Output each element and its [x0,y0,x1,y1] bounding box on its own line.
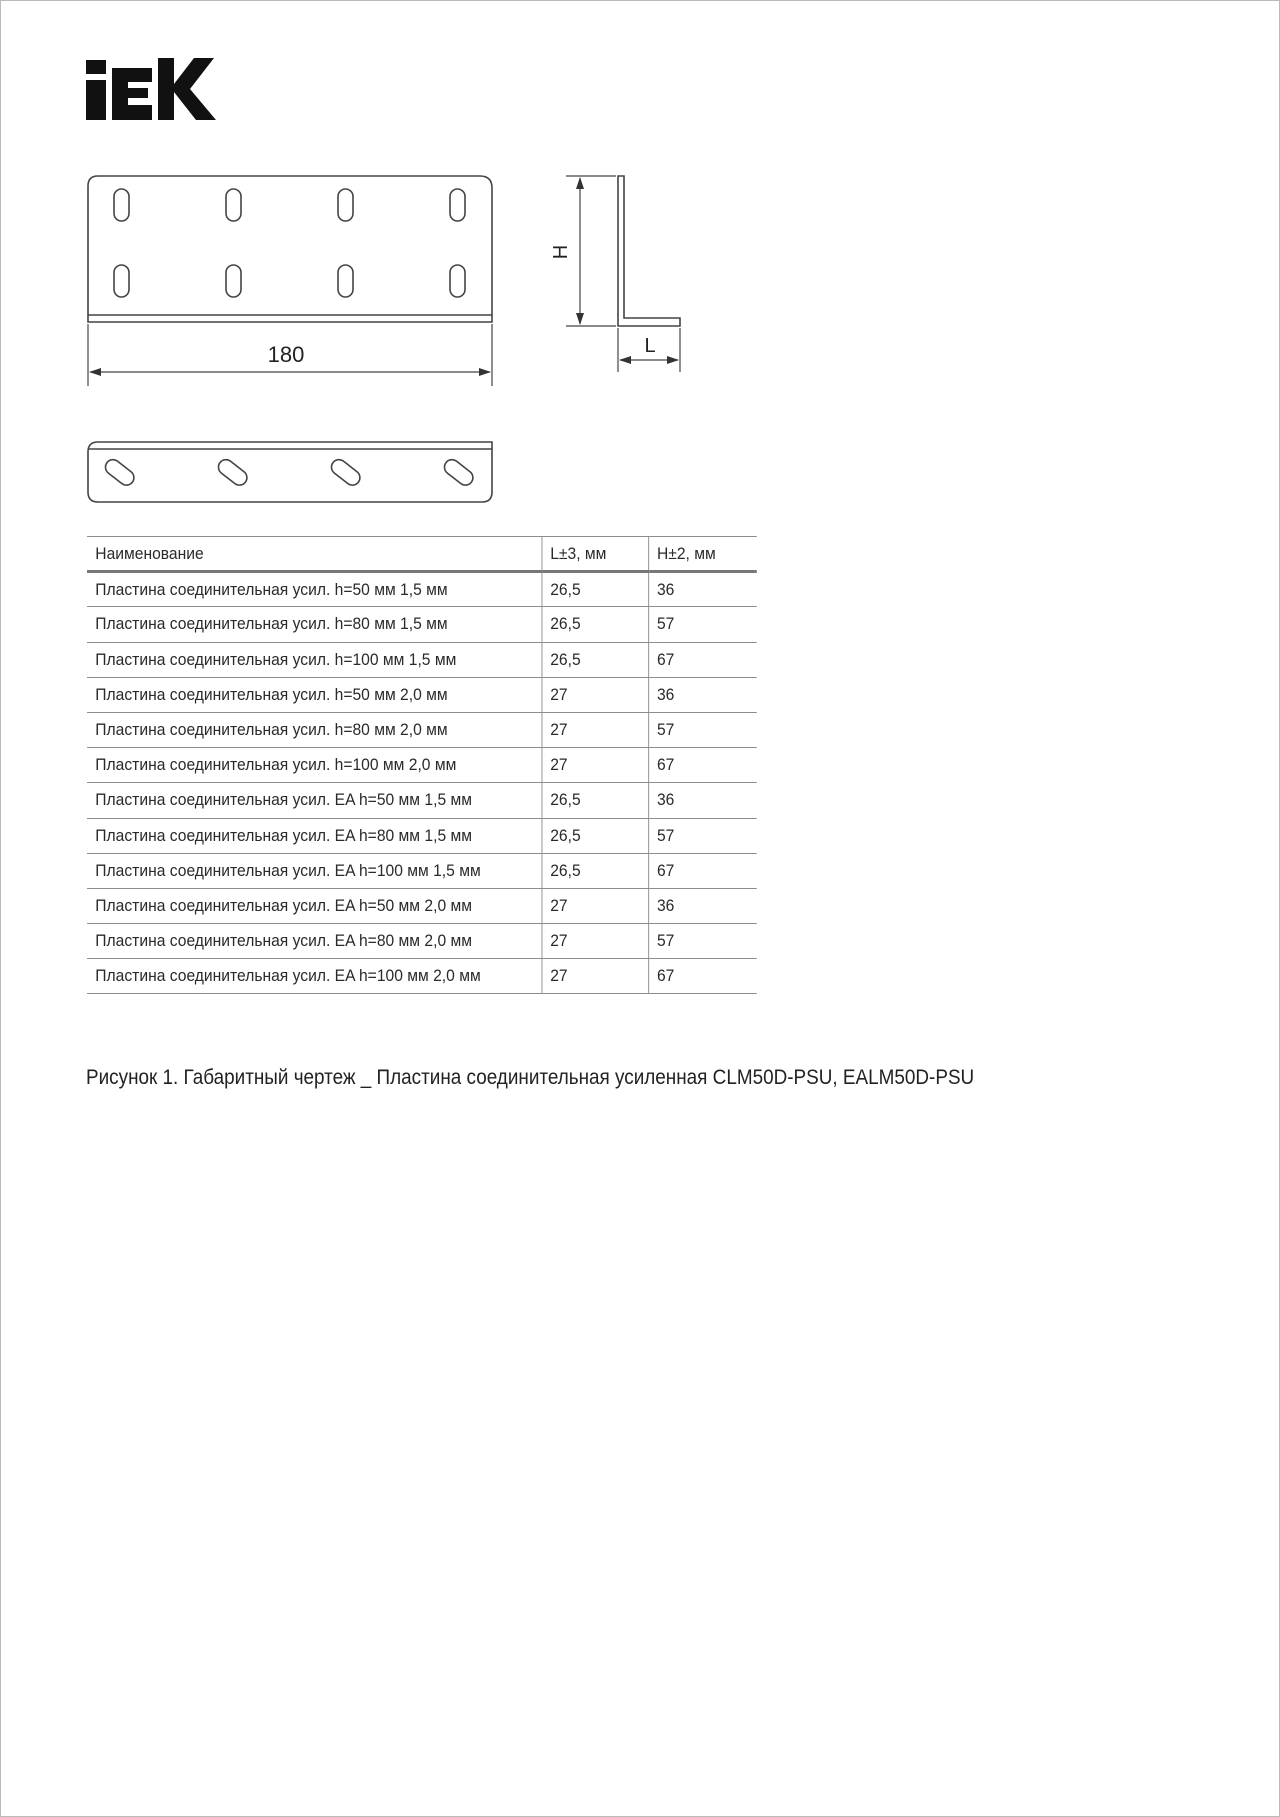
cell-name: Пластина соединительная усил. h=100 мм 1,5 мм [87,642,541,677]
cell-l: 27 [541,888,648,923]
cell-name: Пластина соединительная усил. EA h=80 мм 1,5 мм [87,818,541,853]
cell-h: 67 [648,748,757,783]
leg-label: L [644,335,656,357]
cell-l: 27 [541,959,648,994]
side-view [618,176,680,326]
cell-h: 57 [648,924,757,959]
cell-h: 57 [648,818,757,853]
cell-l: 27 [541,924,648,959]
diagonal-slot-2 [215,457,249,489]
cell-l: 27 [541,712,648,747]
spec-table [87,536,757,994]
table-row [87,853,757,888]
table-row [87,642,757,677]
diagonal-slot-4 [441,457,475,489]
cell-h: 36 [648,888,757,923]
cell-h: 36 [648,783,757,818]
cell-name: Пластина соединительная усил. h=50 мм 2,0 мм [87,677,541,712]
height-label: H [550,244,572,260]
cell-h: 67 [648,959,757,994]
top-view [88,442,492,502]
cell-name: Пластина соединительная усил. h=50 мм 1,5 мм [87,572,541,607]
cell-name: Пластина соединительная усил. EA h=100 мм 1,5 мм [87,853,541,888]
slot-3 [338,189,353,221]
cell-name: Пластина соединительная усил. EA h=100 мм 2,0 мм [87,959,541,994]
cell-h: 36 [648,572,757,607]
cell-l: 26,5 [541,783,648,818]
slot-7 [338,265,353,297]
slot-1 [114,189,129,221]
table-header-row [87,537,757,572]
cell-h: 67 [648,642,757,677]
table-row [87,712,757,747]
table-row [87,677,757,712]
technical-drawing [0,0,1280,520]
length-label: 180 [267,342,305,367]
diagonal-slot-1 [102,457,136,489]
diagonal-slot-3 [328,457,362,489]
cell-l: 27 [541,677,648,712]
cell-h: 57 [648,712,757,747]
table-row [87,748,757,783]
table-row [87,607,757,642]
header-l: L±3, мм [541,537,648,572]
front-view [88,176,492,322]
header-h: H±2, мм [648,537,757,572]
cell-l: 26,5 [541,853,648,888]
table-row [87,959,757,994]
slot-5 [114,265,129,297]
cell-name: Пластина соединительная усил. h=80 мм 1,5 мм [87,607,541,642]
cell-name: Пластина соединительная усил. EA h=50 мм 2,0 мм [87,888,541,923]
slot-8 [450,265,465,297]
header-name: Наименование [87,537,541,572]
table-row [87,818,757,853]
slot-6 [226,265,241,297]
cell-l: 26,5 [541,607,648,642]
cell-name: Пластина соединительная усил. h=100 мм 2,0 мм [87,748,541,783]
cell-name: Пластина соединительная усил. EA h=50 мм 1,5 мм [87,783,541,818]
height-dimension [566,176,616,326]
table-row [87,783,757,818]
cell-h: 67 [648,853,757,888]
table-row [87,924,757,959]
cell-l: 26,5 [541,818,648,853]
figure-caption: Рисунок 1. Габаритный чертеж _ Пластина соединительная усиленная CLM50D-PSU, EALM50D-PSU [86,1066,975,1089]
cell-h: 36 [648,677,757,712]
cell-h: 57 [648,607,757,642]
cell-l: 26,5 [541,572,648,607]
cell-l: 26,5 [541,642,648,677]
cell-l: 27 [541,748,648,783]
slot-4 [450,189,465,221]
slot-2 [226,189,241,221]
table-row [87,572,757,607]
cell-name: Пластина соединительная усил. EA h=80 мм 2,0 мм [87,924,541,959]
cell-name: Пластина соединительная усил. h=80 мм 2,0 мм [87,712,541,747]
table-row [87,888,757,923]
